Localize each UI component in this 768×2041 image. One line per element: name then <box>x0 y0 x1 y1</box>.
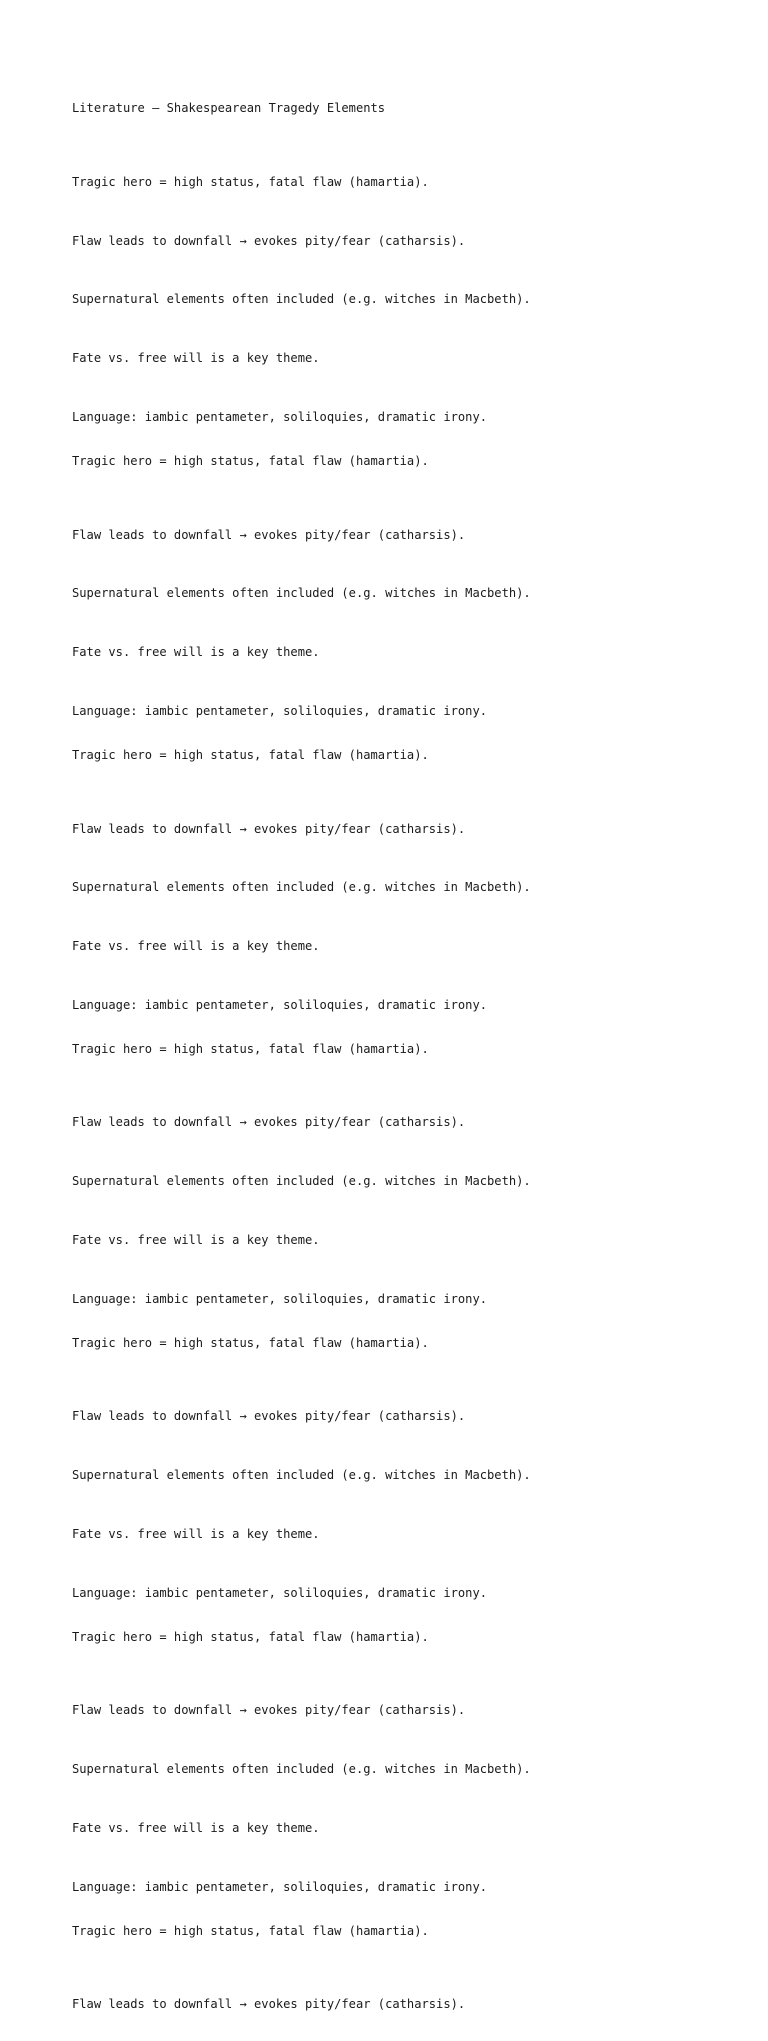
text-line: Language: iambic pentameter, soliloquies, dramatic irony. <box>72 1291 488 1306</box>
text-line: Tragic hero = high status, fatal flaw (hamartia). <box>72 454 429 469</box>
document-body <box>72 72 732 2041</box>
text-line: Tragic hero = high status, fatal flaw (hamartia). <box>72 1923 429 1938</box>
text-line: Language: iambic pentameter, soliloquies, dramatic irony. <box>72 703 488 718</box>
text-line: Tragic hero = high status, fatal flaw (hamartia). <box>72 1041 429 1056</box>
text-line: Fate vs. free will is a key theme. <box>72 1526 320 1541</box>
text-line: Tragic hero = high status, fatal flaw (hamartia). <box>72 748 429 763</box>
text-line: Flaw leads to downfall → evokes pity/fear (catharsis). <box>72 1997 466 2012</box>
text-line: Supernatural elements often included (e.g. witches in Macbeth). <box>72 880 531 895</box>
text-line: Fate vs. free will is a key theme. <box>72 645 320 660</box>
text-line: Language: iambic pentameter, soliloquies, dramatic irony. <box>72 997 488 1012</box>
text-line: Language: iambic pentameter, soliloquies, dramatic irony. <box>72 1879 488 1894</box>
text-line: Flaw leads to downfall → evokes pity/fear (catharsis). <box>72 1409 466 1424</box>
text-line: Flaw leads to downfall → evokes pity/fear (catharsis). <box>72 527 466 542</box>
text-line: Flaw leads to downfall → evokes pity/fear (catharsis). <box>72 233 466 248</box>
text-line: Tragic hero = high status, fatal flaw (hamartia). <box>72 174 429 189</box>
text-line: Supernatural elements often included (e.g. witches in Macbeth). <box>72 1174 531 1189</box>
text-line: Supernatural elements often included (e.g. witches in Macbeth). <box>72 586 531 601</box>
text-line: Language: iambic pentameter, soliloquies, dramatic irony. <box>72 1585 488 1600</box>
text-line: Flaw leads to downfall → evokes pity/fear (catharsis). <box>72 821 466 836</box>
text-line: Tragic hero = high status, fatal flaw (hamartia). <box>72 1335 429 1350</box>
text-line: Fate vs. free will is a key theme. <box>72 1233 320 1247</box>
text-line: Fate vs. free will is a key theme. <box>72 351 320 366</box>
text-line: Tragic hero = high status, fatal flaw (hamartia). <box>72 1629 429 1644</box>
text-line: Supernatural elements often included (e.g. witches in Macbeth). <box>72 1762 531 1777</box>
text-line: Supernatural elements often included (e.g. witches in Macbeth). <box>72 292 531 307</box>
text-line: Supernatural elements often included (e.g. witches in Macbeth). <box>72 1468 531 1483</box>
text-line: Fate vs. free will is a key theme. <box>72 939 320 954</box>
text-line: Fate vs. free will is a key theme. <box>72 1820 320 1835</box>
document-title: Literature – Shakespearean Tragedy Elements <box>72 101 386 116</box>
text-line: Flaw leads to downfall → evokes pity/fear (catharsis). <box>72 1115 466 1130</box>
text-line: Language: iambic pentameter, soliloquies, dramatic irony. <box>72 410 488 425</box>
text-line: Flaw leads to downfall → evokes pity/fear (catharsis). <box>72 1703 466 1718</box>
